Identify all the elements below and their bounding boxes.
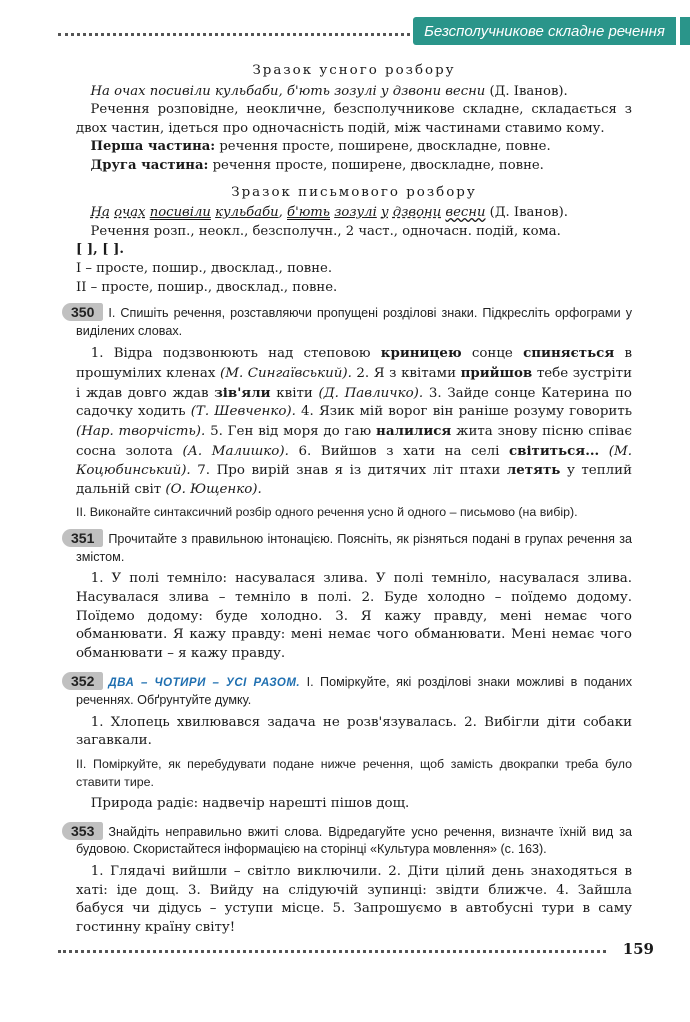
- written-sample-analysis: Речення розп., неокл., безсполучн., 2 част., одночасн. подій, кома.: [90, 223, 561, 239]
- written-sample-part1: І – просте, пошир., двосклад., повне.: [76, 260, 333, 276]
- task-351-instruction: 351 Прочитайте з правильною інтонацією. Поясніть, як різняться подані в групах речення за змістом.: [76, 529, 632, 566]
- section-title: Безсполучникове складне речення: [424, 22, 665, 40]
- oral-sample-part1: Перша частина: речення просте, поширене, двоскладне, повне.: [90, 139, 551, 155]
- page-content: [71, 62, 633, 938]
- edge-marker: [680, 17, 690, 45]
- written-sample-part2: ІІ – просте, пошир., двосклад., повне.: [76, 279, 338, 295]
- section-header-tab: [413, 17, 676, 45]
- oral-sample-title: Зразок усного розбору: [252, 63, 456, 78]
- oral-sample-part2: Друга частина: речення просте, поширене, двоскладне, повне.: [90, 157, 544, 173]
- top-dotted-rule: [58, 33, 410, 36]
- task-352-text: 1. Хлопець хвилювався задача не розв'язувалась. 2. Вибігли діти собаки загавкали.: [76, 714, 632, 749]
- task-352-mode: ДВА – ЧОТИРИ – УСІ РАЗОМ.: [108, 676, 301, 689]
- task-351-text: 1. У полі темніло: насувалася злива. У полі темніло, насувалася злива. Насувалася злива – темніло в полі. 2. Буде холодно – поїдемо додому. Поїдемо додому: буде холодно. 3. Я кажу правду, мені немає чого обманювати. Я кажу правду: мені немає чого обманювати. Мені немає чого обманювати – я кажу правду.: [76, 571, 632, 662]
- task-352-badge: 352: [62, 672, 103, 690]
- written-sample-title: Зразок письмового розбору: [231, 184, 477, 200]
- task-353-instruction: 353 Знайдіть неправильно вжиті слова. Відредагуйте усно речення, визначте їхній вид за будовою. Скористайтеся інформацією на сторінці «Культура мовлення» (с. 163).: [76, 822, 632, 859]
- bottom-dotted-rule: [58, 950, 606, 953]
- task-352-part2: ІІ. Поміркуйте, як перебудувати подане нижче речення, щоб замість двокрапки треба було ставити тире.: [76, 757, 632, 789]
- task-350-text: 1. Відра подзвонюють над степовою криницею сонце спиняється в прошумілих кленах (М. Сингаївський). 2. Я з квітами прийшов тебе зустріти і ждав довго ждав зів'яли квіти (Д. Павличко). 3. Зайде сонце Катерина по садочку ходить (Т. Шевченко). 4. Язик мій ворог він раніше розуму говорить (Нар. творчість). 5. Ген від моря до гаю налилися жита знову пісню співає сосна золота (А. Малишко). 6. Вийшов з хати на селі світиться... (М. Коцюбинський). 7. Про вирій знав я із дитячих літ птахи летять у теплий дальній світ (О. Ющенко).: [76, 345, 633, 498]
- task-353-text: 1. Глядачі вийшли – світло виключили. 2. Діти цілий день знаходяться в хаті: іде дощ. 3. Вийду на слідуючій зупинці: звідти ближче. 4. Зайшла бабуся чи дідусь – уступи місце. 5. Запрошуємо в автобусні тури в саму гостинну країну світу!: [76, 863, 632, 935]
- task-353-badge: 353: [62, 822, 103, 840]
- task-350-badge: 350: [62, 303, 103, 321]
- page-number: 159: [622, 940, 654, 958]
- written-sample-quote: На очах посивіли кульбаби, б'ють зозулі у дзвони весни (Д. Іванов).: [90, 205, 568, 221]
- task-350-part2: ІІ. Виконайте синтаксичний розбір одного речення усно й одного – письмово (на вибір).: [76, 504, 578, 519]
- oral-sample-quote: На очах посивіли кульбаби, б'ють зозулі у дзвони весни (Д. Іванов).: [90, 83, 568, 99]
- task-351-badge: 351: [62, 529, 103, 547]
- task-352-instruction: 352 ДВА – ЧОТИРИ – УСІ РАЗОМ. І. Поміркуйте, які розділові знаки можливі в поданих реченнях. Обґрунтуйте думку.: [76, 672, 632, 710]
- oral-sample-analysis: Речення розповідне, неокличне, безсполучникове складне, складається з двох частин, ідеться про одночасність подій, між частинами ставимо кому.: [76, 102, 632, 136]
- task-352-sentence: Природа радіє: надвечір нарешті пішов дощ.: [90, 796, 410, 812]
- written-sample-scheme: [ ], [ ].: [76, 242, 124, 258]
- task-350-instruction: 350 І. Спишіть речення, розставляючи пропущені розділові знаки. Підкресліть орфограми у виділених словах.: [76, 303, 632, 340]
